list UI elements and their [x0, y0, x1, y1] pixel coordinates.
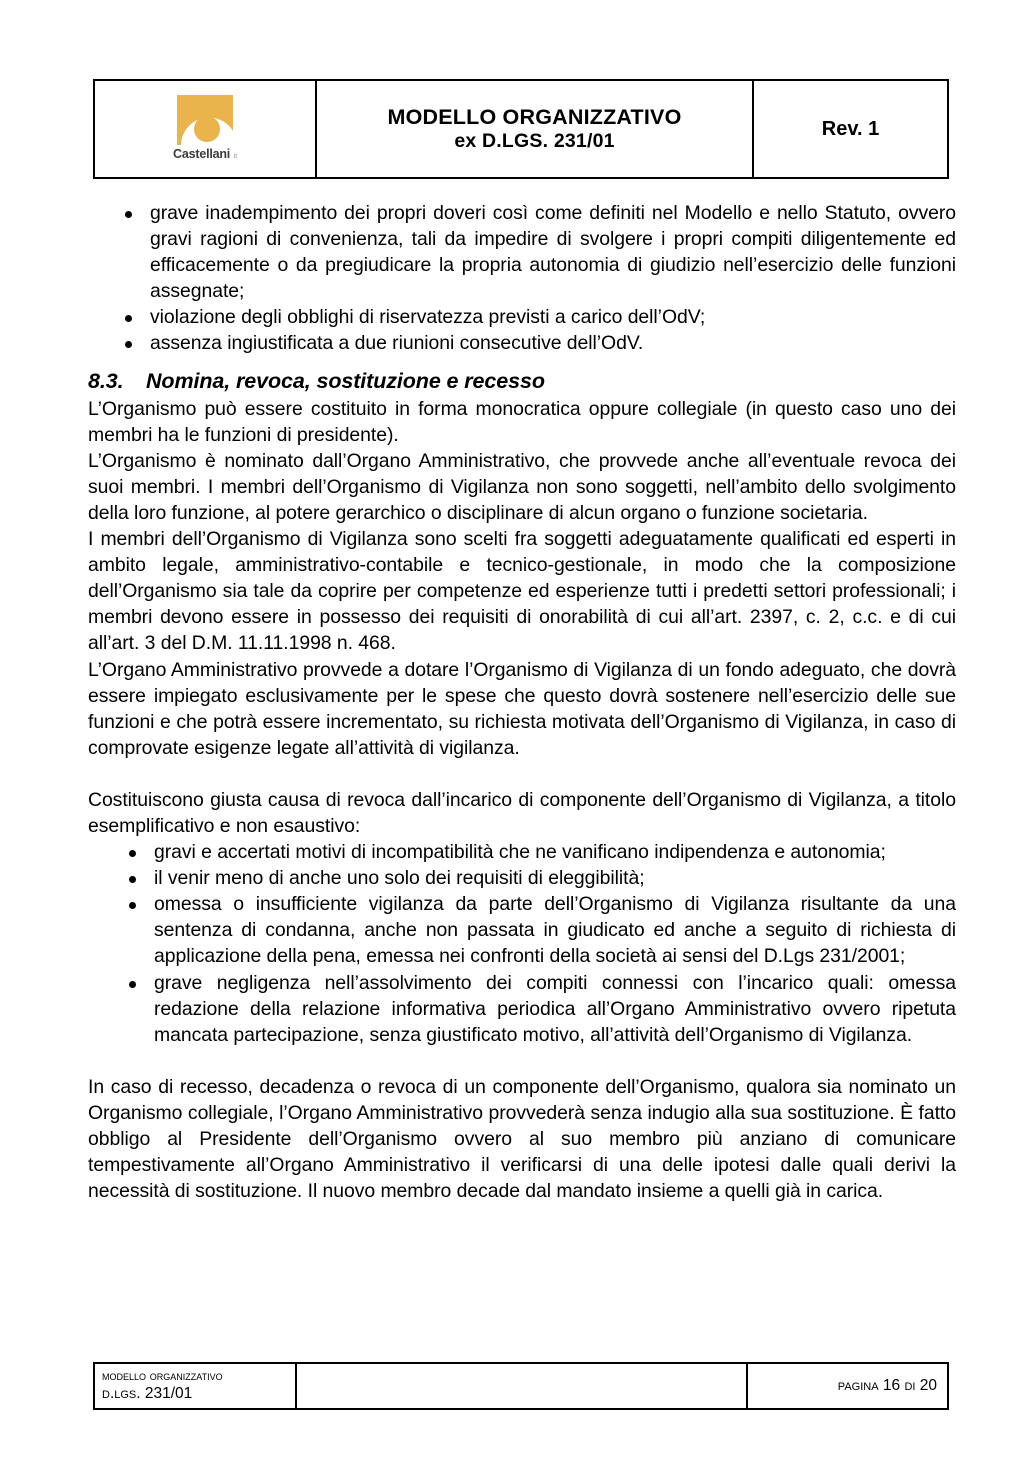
document-body	[88, 200, 956, 1204]
paragraph-4: L’Organo Amministrativo provvede a dotare l’Organismo di Vigilanza di un fondo adeguato, che dovrà essere impiegato esclusivamente per le spese che questo dovrà sostenere nell’esercizio delle sue funzioni e che potrà essere incrementato, su richiesta motivata dell’Organismo di Vigilanza, in caso di comprovate esigenze legate all’attività di vigilanza.	[88, 658, 956, 759]
revoca-bullet-list	[88, 839, 956, 1048]
list-item: il venir meno di anche uno solo dei requisiti di eleggibilità;	[88, 865, 956, 891]
document-title-secondary: ex D.LGS. 231/01	[454, 130, 615, 153]
paragraph-5: Costituiscono giusta causa di revoca dall’incarico di componente dell’Organismo di Vigilanza, a titolo esemplificativo e non esaustivo:	[88, 788, 956, 837]
header-revision-cell	[754, 81, 947, 177]
list-item: grave negligenza nell’assolvimento dei compiti connessi con l’incarico quali: omessa redazione della relazione informativa periodica all’Organo Amministrativo ovvero ripetuta mancata partecipazione, senza giustificato motivo, all’attività dell’Organismo di Vigilanza.	[88, 970, 956, 1048]
paragraph-1: L’Organismo può essere costituito in forma monocratica oppure collegiale (in questo caso uno dei membri ha le funzioni di presidente).	[88, 397, 956, 446]
paragraph-spacer-2	[88, 1048, 956, 1074]
footer-document-cell	[95, 1364, 297, 1408]
list-item: assenza ingiustificata a due riunioni consecutive dell’OdV.	[88, 330, 956, 356]
page-number: 16	[882, 1377, 901, 1394]
footer-doc-title: modello organizzativo	[102, 1368, 223, 1384]
castellani-logo	[173, 95, 237, 161]
header-title-cell	[317, 81, 754, 177]
page-label: pagina	[837, 1377, 879, 1394]
paragraph-2: L’Organismo è nominato dall’Organo Amministrativo, che provvede anche all’eventuale revoca dei suoi membri. I membri dell’Organismo di Vigilanza non sono soggetti, nell’ambito dello svolgimento della loro funzione, al potere gerarchico o disciplinare di alcun organo o funzione societaria.	[88, 449, 956, 524]
list-item: violazione degli obblighi di riservatezza previsti a carico dell’OdV;	[88, 304, 956, 330]
page-of-label: di	[904, 1377, 916, 1394]
list-item: gravi e accertati motivi di incompatibilità che ne vanificano indipendenza e autonomia;	[88, 839, 956, 865]
footer-middle-cell	[297, 1364, 748, 1408]
section-title: Nomina, revoca, sostituzione e recesso	[146, 368, 545, 393]
paragraph-3: I membri dell’Organismo di Vigilanza sono scelti fra soggetti adeguatamente qualificati ed esperti in ambito legale, amministrativo-contabile e tecnico-gestionale, in modo che la composizione dell’Organismo sia tale da coprire per competenze ed esperienze tutti i predetti settori professionali; i membri devono essere in possesso dei requisiti di onorabilità di cui all’art. 2397, c. 2, c.c. e di cui all’art. 3 del D.M. 11.11.1998 n. 468.	[88, 528, 956, 655]
revision-label: Rev. 1	[821, 117, 880, 140]
page-indicator	[838, 1377, 937, 1395]
section-heading	[88, 357, 956, 396]
page-total: 20	[919, 1377, 937, 1394]
paragraph-6: In caso di recesso, decadenza o revoca di un componente dell’Organismo, qualora sia nominato un Organismo collegiale, l’Organo Amministrativo provvederà senza indugio alla sua sostituzione. È fatto obbligo al Presidente dell’Organismo ovvero al suo membro più anziano di comunicare tempestivamente all’Organo Amministrativo il verificarsi di una delle ipotesi dalle quali derivi la necessità di sostituzione. Il nuovo membro decade dal mandato insieme a quelli già in carica.	[88, 1075, 956, 1203]
footer-pagination-cell	[748, 1364, 947, 1408]
section-number: 8.3.	[88, 368, 124, 393]
document-header-table	[93, 79, 949, 179]
footer-doc-reference: d.lgs. 231/01	[102, 1384, 193, 1402]
top-bullet-list	[88, 200, 956, 357]
logo-tld-text: .it	[232, 153, 237, 161]
header-logo-cell	[95, 81, 317, 177]
document-title-primary: MODELLO ORGANIZZATIVO	[387, 104, 682, 129]
castellani-mark-icon	[177, 95, 233, 145]
logo-wordmark	[173, 148, 237, 161]
list-item: omessa o insufficiente vigilanza da parte dell’Organismo di Vigilanza risultante da una sentenza di condanna, anche non passata in giudicato ed anche a seguito di richiesta di applicazione della pena, emessa nei confronti della società ai sensi del D.Lgs 231/2001;	[88, 891, 956, 969]
logo-brand-text: Castellani	[173, 147, 231, 162]
list-item: grave inadempimento dei propri doveri così come definiti nel Modello e nello Statuto, ovvero gravi ragioni di convenienza, tali da impedire di svolgere i propri compiti diligentemente ed efficacemente o da pregiudicare la propria autonomia di giudizio nell’esercizio delle funzioni assegnate;	[88, 200, 956, 304]
paragraph-spacer	[88, 761, 956, 787]
document-footer-table	[93, 1362, 949, 1410]
